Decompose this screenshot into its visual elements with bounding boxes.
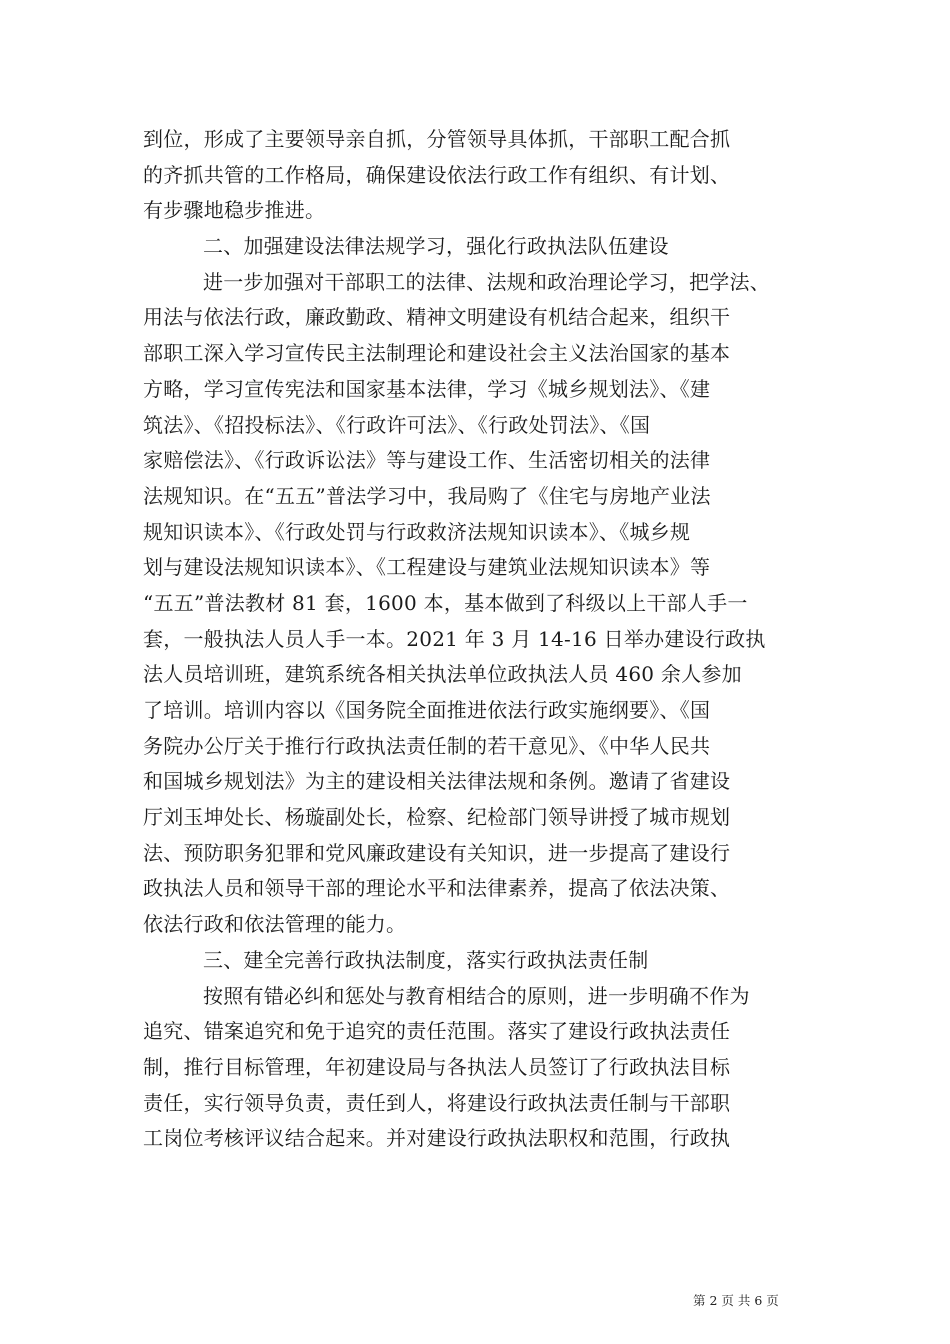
text-line: 部职工深入学习宣传民主法制理论和建设社会主义法治国家的基本 <box>143 341 731 366</box>
text-line: 方略，学习宣传宪法和国家基本法律，学习《城乡规划法》、《建 <box>143 376 711 401</box>
page-number: 第 2 页 共 6 页 <box>693 1293 779 1308</box>
text-line: 到位，形成了主要领导亲自抓，分管领导具体抓，干部职工配合抓 <box>143 127 731 151</box>
text-line: 和国城乡规划法》为主的建设相关法律法规和条例。邀请了省建设 <box>143 769 731 794</box>
text-line: “五五”普法教材 81 套，1600 本，基本做到了科级以上干部人手一 <box>143 590 748 615</box>
text-line: 按照有错必纠和惩处与教育相结合的原则，进一步明确不作为 <box>203 983 750 1008</box>
text-line: 追究、错案追究和免于追究的责任范围。落实了建设行政执法责任 <box>143 1019 731 1044</box>
document-body <box>143 122 805 1157</box>
text-line: 制，推行目标管理，年初建设局与各执法人员签订了行政执法目标 <box>143 1054 731 1079</box>
text-line: 筑法》、《招投标法》、《行政许可法》、《行政处罚法》、《国 <box>143 412 651 437</box>
text-line: 依法行政和依法管理的能力。 <box>143 912 407 937</box>
text-line: 划与建设法规知识读本》、《工程建设与建筑业法规知识读本》等 <box>143 555 711 580</box>
text-line: 法规知识。在“五五”普法学习中，我局购了《住宅与房地产业法 <box>143 483 711 508</box>
text-line: 三、建全完善行政执法制度，落实行政执法责任制 <box>203 947 649 972</box>
text-line: 厅刘玉坤处长、杨璇副处长，检察、纪检部门领导讲授了城市规划 <box>143 805 731 830</box>
text-line: 务院办公厅关于推行行政执法责任制的若干意见》、《中华人民共 <box>143 733 711 758</box>
text-line: 二、加强建设法律法规学习，强化行政执法队伍建设 <box>203 234 669 259</box>
text-line: 责任，实行领导负责，责任到人，将建设行政执法责任制与干部职 <box>143 1090 731 1115</box>
text-line: 法人员培训班，建筑系统各相关执法单位政执法人员 460 余人参加 <box>143 662 742 687</box>
text-line: 了培训。培训内容以《国务院全面推进依法行政实施纲要》、《国 <box>143 698 711 722</box>
text-line: 进一步加强对干部职工的法律、法规和政治理论学习，把学法、 <box>203 269 770 294</box>
text-line: 有步骤地稳步推进。 <box>143 198 326 223</box>
text-line: 套，一般执法人员人手一本。2021 年 3 月 14-16 日举办建设行政执 <box>143 626 766 651</box>
text-line: 法、预防职务犯罪和党风廉政建设有关知识，进一步提高了建设行 <box>143 840 731 865</box>
text-line: 家赔偿法》、《行政诉讼法》等与建设工作、生活密切相关的法律 <box>143 448 711 473</box>
text-line: 政执法人员和领导干部的理论水平和法律素养，提高了依法决策、 <box>143 876 731 901</box>
text-line: 规知识读本》、《行政处罚与行政救济法规知识读本》、《城乡规 <box>143 519 691 544</box>
text-line: 工岗位考核评议结合起来。并对建设行政执法职权和范围，行政执 <box>143 1126 731 1151</box>
text-line: 用法与依法行政，廉政勤政、精神文明建设有机结合起来，组织干 <box>143 305 731 330</box>
text-line: 的齐抓共管的工作格局，确保建设依法行政工作有组织、有计划、 <box>143 162 731 187</box>
